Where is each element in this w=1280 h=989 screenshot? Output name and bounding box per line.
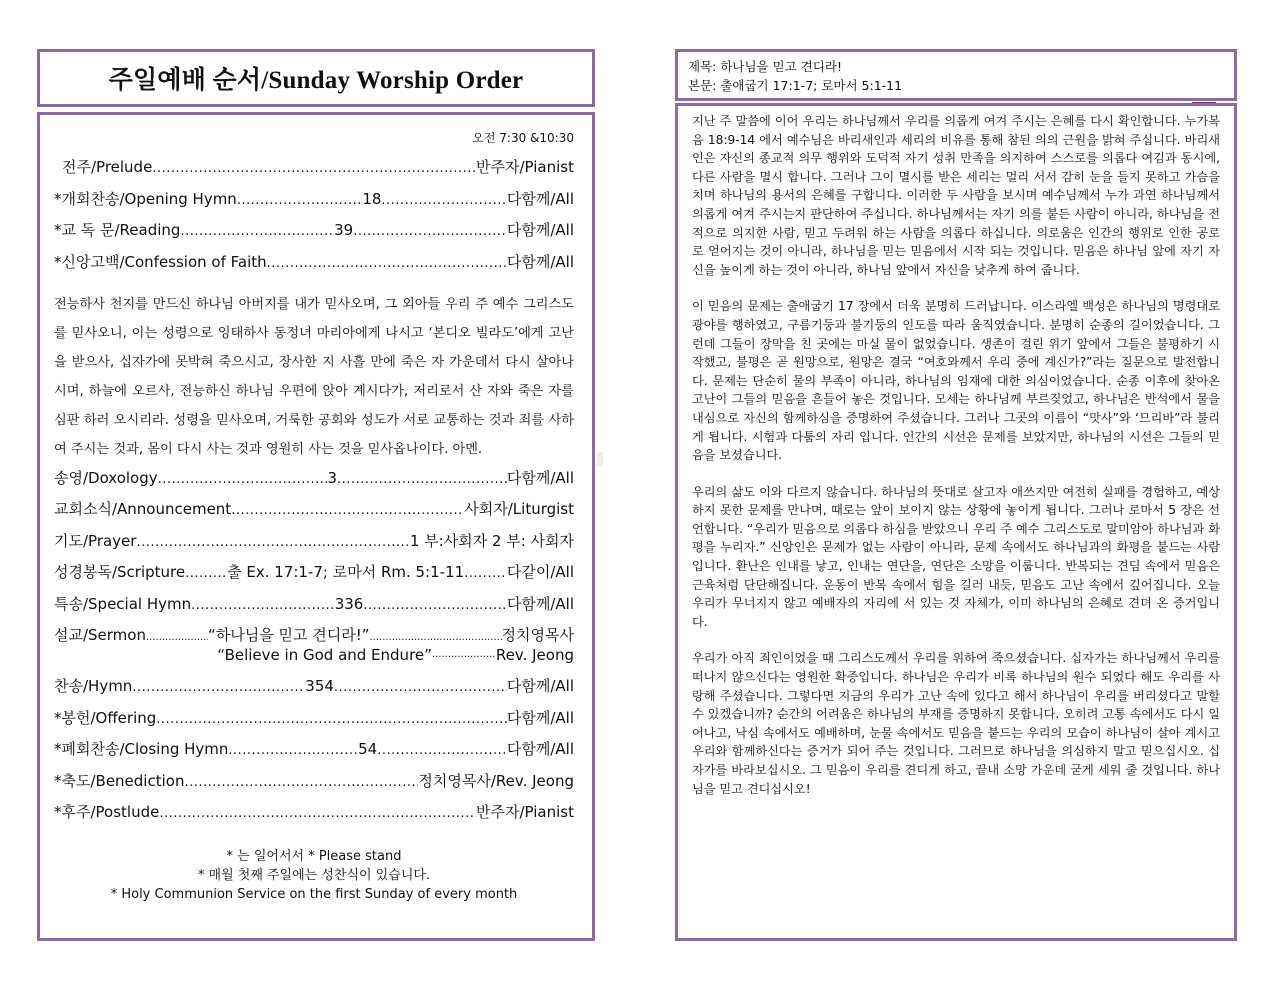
sermon-preacher-en: Rev. Jeong <box>495 645 574 664</box>
order-item <box>54 253 574 285</box>
note-communion-ko: * 매월 첫째 주일에는 성찬식이 있습니다. <box>197 867 431 883</box>
sermon-title-en: “Believe in God and Endure” <box>217 645 432 664</box>
order-item <box>54 469 574 501</box>
order-label: *축도/Benediction <box>54 771 185 790</box>
sermon-text-line: 본문: 출애굽기 17:1-7; 로마서 5:1-11 <box>688 78 903 93</box>
order-label: 교회소식/Announcement <box>54 500 232 519</box>
order-item <box>54 803 574 835</box>
order-leader: 다함께/All <box>506 252 574 271</box>
worship-order-title: 주일예배 순서/Sunday Worship Order <box>108 67 524 94</box>
order-item <box>54 772 574 804</box>
order-item <box>54 740 574 772</box>
sermon-preacher-ko: 정치영목사 <box>501 626 574 645</box>
order-leader: 다함께/All <box>506 740 575 759</box>
order-label: *후주/Postlude <box>54 803 160 822</box>
sermon-paragraph: 우리의 삶도 이와 다르지 않습니다. 하나님의 뜻대로 살고자 애쓰지만 여전히 실패를 경험하고, 예상하지 못한 문제를 만나며, 때로는 앞이 보이지 않는 상황에 놓이게 됩니다. 그러나 로마서 5 장은 선언합니다. “우리가 믿음으로 의롭다 하심을 받았으니 우리 주 예수 그리스도로 말미암아 하나님과 화평을 누리자.” 신앙인은 문제가 없는 사람이 아니라, 문제 속에서도 하나님과의 화평을 붙드는 사람입니다. 환난은 인내를 낳고, 인내는 연단을, 연단은 소망을 이룹니다. 반복되는 견딤 속에서 믿음은 근육처럼 단단해집니다. 운동이 반복 속에서 힘을 길러 내듯, 믿음도 고난 속에서 깊어집니다. 오늘 우리가 무너지지 않고 예배자의 자리에 서 있는 것 자체가, 이미 하나님의 은혜로 견뎌 온 증거입니다. <box>692 484 1220 629</box>
order-label: 송영/Doxology <box>54 468 158 487</box>
order-leader: 1 부:사회자 2 부: 사회자 <box>409 531 574 550</box>
worship-order-box <box>37 112 595 941</box>
sermon-title-ko: “하나님을 믿고 견디라!” <box>207 626 370 645</box>
order-label: *폐회찬송/Closing Hymn <box>54 740 229 759</box>
order-label: *봉헌/Offering <box>54 708 157 727</box>
order-number: 54 <box>358 740 378 759</box>
order-item <box>54 500 574 532</box>
order-label: *교 독 문/Reading <box>54 221 181 239</box>
sermon-paragraph: 우리가 아직 죄인이었을 때 그리스도께서 우리를 위하여 죽으셨습니다. 십자가는 하나님께서 우리를 떠나지 않으신다는 영원한 확증입니다. 하나님은 우리가 비록 하나님의 원수 되었다 해도 우리를 사랑해 주셨습니다. 그렇다면 지금의 우리가 고난 속에 있다고 해서 하나님이 우리를 버리셨다고 말할 수 있겠습니까? 순간의 어려움은 하나님의 부재를 증명하지 못합니다. 오히려 고통 속에서도 다시 일어나고, 낙심 속에서도 예배하며, 눈물 속에서도 믿음을 붙드는 우리의 모습이 하나님이 살아 계시고 우리와 함께하신다는 증거가 되어 주는 것입니다. 그러므로 하나님을 의심하지 말고 믿으십시오. 십자가를 바라보십시오. 그 믿음이 우리를 견디게 하고, 끝내 소망 가운데 굳게 세워 줄 것입니다. 하나님을 믿고 견디십시오! <box>692 651 1220 796</box>
order-number: 354 <box>305 677 334 696</box>
order-label: *개회찬송/Opening Hymn <box>54 189 237 208</box>
order-item <box>54 190 574 222</box>
order-leader: 사회자/Liturgist <box>464 500 574 519</box>
order-number: 3 <box>327 468 338 487</box>
order-leader: 다함께/All <box>506 594 575 613</box>
sermon-header-box <box>675 49 1237 101</box>
order-leader: 다함께/All <box>506 189 575 208</box>
order-leader: 반주자/Pianist <box>476 158 574 176</box>
order-leader: 다함께/All <box>506 708 574 727</box>
order-item <box>54 709 574 741</box>
apostles-creed: 전능하사 천지를 만드신 하나님 아버지를 내가 믿사오며, 그 외아들 우리 주 예수 그리스도를 믿사오니, 이는 성령으로 잉태하사 동정녀 마리아에게 나시고 ‘본디오 빌라도’에게 고난을 받으사, 십자가에 못박혀 죽으시고, 장사한 지 사흘 만에 죽은 자 가운데서 다시 살아나시며, 하늘에 오르사, 전능하신 하나님 우편에 앉아 계시다가, 저리로서 산 자와 죽은 자를 심판 하러 오시리라. 성령을 믿사오며, 거룩한 공회와 성도가 서로 교통하는 것과 죄를 사하여 주시는 것과, 몸이 다시 사는 것과 영원히 사는 것을 믿사옵나이다. 아멘. <box>54 297 574 458</box>
order-item <box>54 677 574 709</box>
order-leader: 다함께/All <box>506 221 575 239</box>
order-leader: 다같이/All <box>506 563 574 582</box>
order-item <box>54 595 574 627</box>
order-label: 성경봉독/Scripture <box>54 563 186 582</box>
order-label: 전주/Prelude <box>62 158 153 176</box>
order-label: 찬송/Hymn <box>54 677 133 696</box>
order-number: 39 <box>334 221 354 239</box>
order-label: 설교/Sermon <box>54 626 146 645</box>
sermon-title-line: 제목: 하나님을 믿고 견디라! <box>688 59 842 74</box>
order-item <box>54 221 574 253</box>
sermon-paragraph: 이 믿음의 문제는 출애굽기 17 장에서 더욱 분명히 드러납니다. 이스라엘 백성은 하나님의 명령대로 광야를 행하였고, 구름기둥과 불기둥의 인도를 따라 움직였습니다. 분명히 순종의 길이었습니다. 그런데 그들이 장막을 친 곳에는 마실 물이 없었습니다. 생존이 걸린 위기 앞에서 그들은 불평하기 시작했고, 불평은 곧 원망으로, 원망은 결국 “여호와께서 우리 중에 계신가?”라는 질문으로 발전합니다. 문제는 단순히 물의 부족이 아니라, 하나님의 임재에 대한 의심이었습니다. 순종 이후에 찾아온 고난이 그들의 믿음을 흔들어 놓은 것입니다. 모세는 하나님께 부르짖었고, 하나님은 반석에서 물을 내심으로 자신의 함께하심을 증명하여 주셨습니다. 그러나 그곳의 이름이 “맛사”와 ‘므리바”라 불리게 됩니다. 시험과 다툼의 자리 입니다. 인간의 시선은 문제를 보았지만, 하나님의 시선은 그들의 믿음을 보셨습니다. <box>692 299 1220 463</box>
worship-order-title-box <box>37 49 595 107</box>
note-communion-en: * Holy Communion Service on the first Sunday of every month <box>110 886 518 902</box>
order-number: 336 <box>334 594 364 613</box>
order-number: 18 <box>362 189 382 208</box>
order-leader: 정치영목사/Rev. Jeong <box>418 771 574 790</box>
order-scripture: 출 Ex. 17:1-7; 로마서 Rm. 5:1-11 <box>227 563 465 582</box>
order-leader: 다함께/All <box>506 468 574 487</box>
order-item <box>54 532 574 564</box>
sermon-en-line <box>54 646 574 678</box>
order-label: 특송/Special Hymn <box>54 594 192 613</box>
order-label: *신앙고백/Confession of Faith <box>54 252 267 271</box>
order-leader: 반주자/Pianist <box>476 803 574 822</box>
order-leader: 다함께/All <box>506 677 575 696</box>
footnotes <box>54 847 574 904</box>
note-stand: * 는 일어서서 * Please stand <box>226 848 402 864</box>
order-item <box>54 563 574 595</box>
order-item <box>54 158 574 190</box>
sermon-paragraph: 지난 주 말씀에 이어 우리는 하나님께서 우리를 의롭게 여겨 주시는 은혜를 다시 확인합니다. 누가복음 18:9-14 에서 예수님은 바리새인과 세리의 비유를 통해 참된 의의 근원을 밝혀 주십니다. 바리새인은 자신의 종교적 의무 행위와 도덕적 자기 성취 만족을 의지하여 스스로를 의롭다 여김과 동시에, 다른 사람을 멸시 합니다. 그러나 그이 멸시를 받은 세리는 멀리 서서 감히 눈을 들지 못하고 가슴을 치며 하나님의 용서의 은혜를 구합니다. 이러한 두 사람을 보시며 예수님께서 누가 과연 하나님께서 의롭게 여겨 주시는지 판단하여 주십니다. 하나님께서는 자기 의를 붙든 사람이 아니라, 하나님을 전적으로 의지한 사람, 믿고 두려워 하는 사람을 의롭다 하십니다. 의로움은 인간의 행위로 인한 공로로 얻어지는 것이 아니라, 하나님을 믿는 믿음에서 시작 되는 것입니다. 믿음은 하나님 앞에 자기 자신을 높이게 하는 것이 아니라, 하나님 앞에서 자신을 낮추게 하여 줍니다. <box>692 114 1220 277</box>
order-label: 기도/Prayer <box>54 531 137 550</box>
sermon-body-box <box>675 103 1237 941</box>
gutter-mark <box>597 452 603 466</box>
service-time: 오전 7:30 &10:30 <box>472 131 574 145</box>
